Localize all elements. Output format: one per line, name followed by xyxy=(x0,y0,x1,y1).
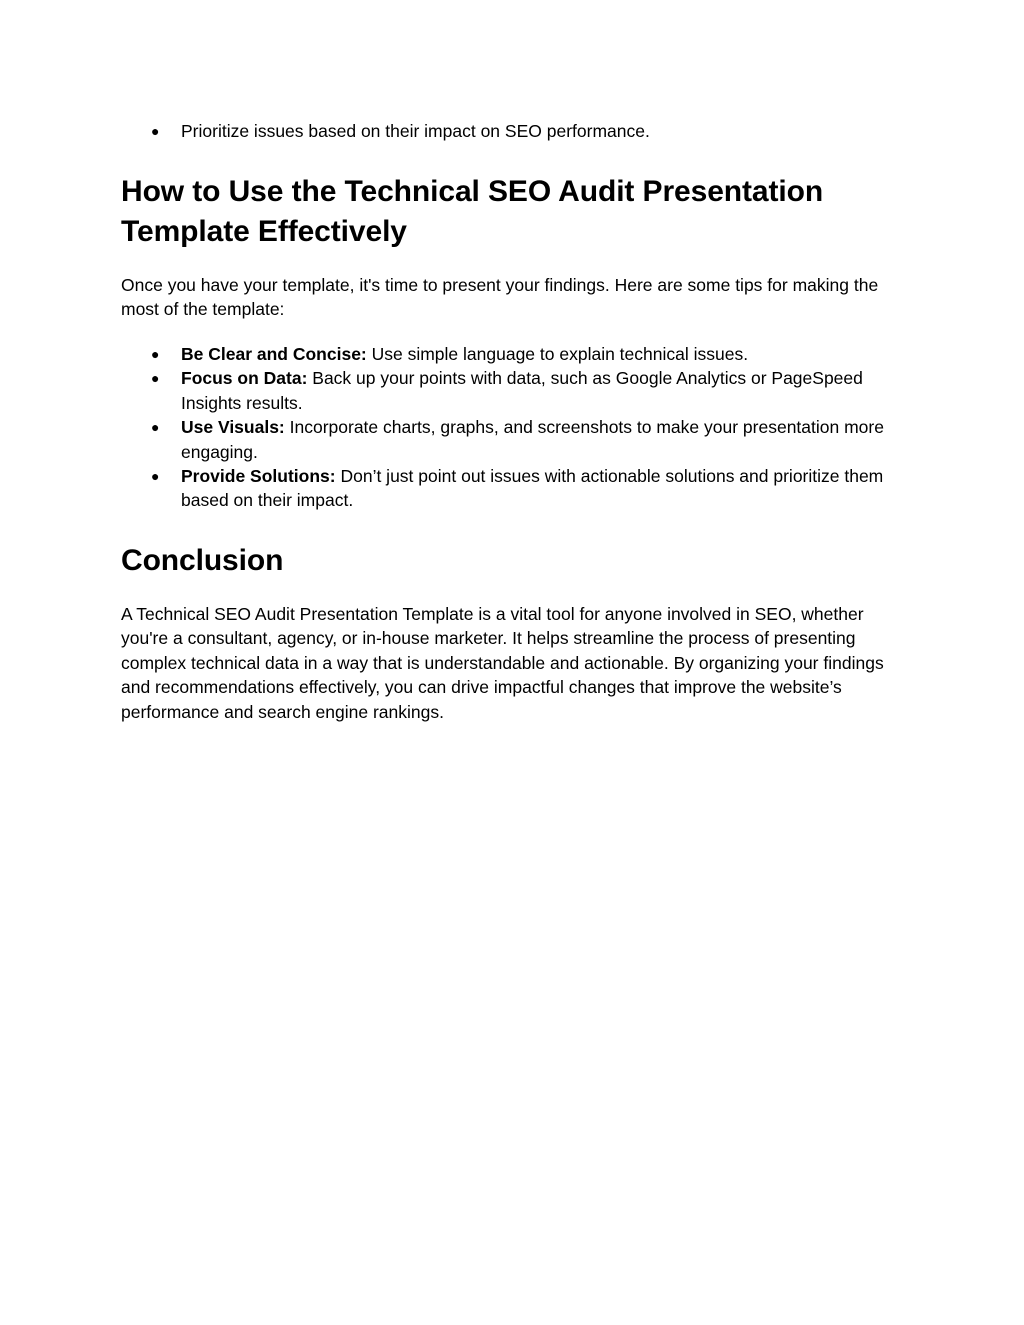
tip-label: Use Visuals: xyxy=(181,417,285,438)
conclusion-paragraph: A Technical SEO Audit Presentation Template is a vital tool for anyone involved in SEO, whether you're a consultant, agency, or in-house marketer. It helps streamline the process of presenting complex technical data in a way that is understandable and actionable. By organizing your findings and recommendations effectively, you can drive impactful changes that improve the website’s performance and search engine rankings. xyxy=(121,604,884,722)
list-item-text: Prioritize issues based on their impact on SEO performance. xyxy=(181,121,650,141)
tips-bullet-list xyxy=(121,342,911,513)
tip-label: Focus on Data: xyxy=(181,368,308,389)
bullet-icon: ● xyxy=(151,468,160,485)
tip-text: Incorporate charts, graphs, and screenshots to make your presentation more engaging. xyxy=(181,417,884,462)
top-bullet-list xyxy=(121,119,911,143)
list-item xyxy=(121,415,911,464)
bullet-icon: ● xyxy=(151,123,160,139)
tip-label: Be Clear and Concise: xyxy=(181,344,367,364)
list-item xyxy=(121,366,911,415)
list-item xyxy=(121,119,911,143)
section-heading-usage: How to Use the Technical SEO Audit Presentation Template Effectively xyxy=(121,175,824,248)
bullet-icon: ● xyxy=(151,419,160,436)
list-item xyxy=(121,464,911,513)
usage-intro-paragraph: Once you have your template, it's time to present your findings. Here are some tips for making the most of the template: xyxy=(121,275,879,320)
tip-text: Back up your points with data, such as Google Analytics or PageSpeed Insights results. xyxy=(181,368,863,413)
section-heading-conclusion: Conclusion xyxy=(121,544,284,577)
tip-text: Use simple language to explain technical issues. xyxy=(366,344,749,364)
tip-label: Provide Solutions: xyxy=(181,466,336,487)
bullet-icon: ● xyxy=(151,346,160,362)
tip-text: Don’t just point out issues with actionable solutions and prioritize them based on their impact. xyxy=(181,466,884,511)
list-item xyxy=(121,342,911,366)
bullet-icon: ● xyxy=(151,370,160,387)
